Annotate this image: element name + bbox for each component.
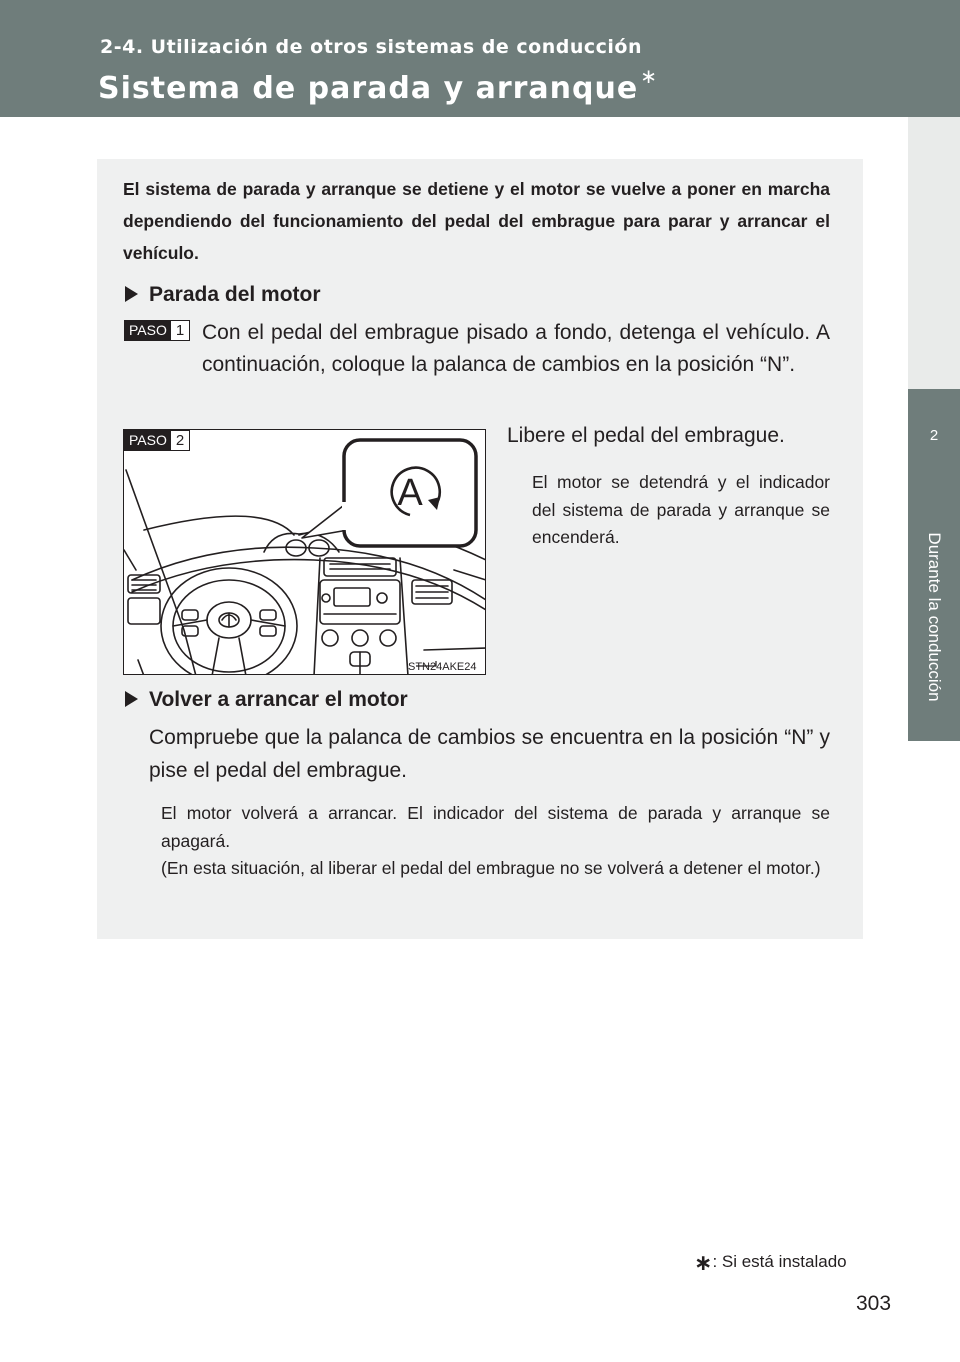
- heading-parada-motor: [125, 283, 321, 307]
- section-title: 2-4. Utilización de otros sistemas de conducción: [100, 36, 642, 58]
- triangle-bullet-icon: [125, 286, 138, 302]
- step-1-number: 1: [171, 321, 189, 340]
- step-2-label: PASO: [125, 431, 171, 450]
- step-1-label: PASO: [125, 321, 171, 340]
- footnote: [694, 1250, 847, 1276]
- restart-note: [161, 800, 830, 883]
- indicator-letter: A: [397, 472, 423, 514]
- page-number: 303: [856, 1292, 892, 1315]
- chapter-side-tab: [908, 117, 960, 1362]
- heading-parada-motor-text: Parada del motor: [149, 283, 321, 306]
- triangle-bullet-icon: [125, 691, 138, 707]
- step-1-badge: [124, 320, 190, 341]
- heading-volver-arrancar-text: Volver a arrancar el motor: [149, 688, 408, 711]
- dashboard-illustration: [124, 430, 486, 675]
- step-2-badge: [124, 430, 190, 451]
- restart-note-line-2: (En esta situación, al liberar el pedal del embrague no se volverá a detener el motor.): [161, 858, 821, 878]
- chapter-number: 2: [929, 427, 939, 444]
- footnote-text: : Si está instalado: [712, 1252, 847, 1271]
- step-2-number: 2: [171, 431, 189, 450]
- page-header: [0, 0, 960, 117]
- restart-instruction: Compruebe que la palanca de cambios se encuentra en la posición “N” y pise el pedal del embrague.: [149, 726, 830, 782]
- installed-asterisk-mark: ∗: [640, 64, 658, 88]
- restart-note-line-1: El motor volverá a arrancar. El indicador del sistema de parada y arranque se apagará.: [161, 803, 830, 851]
- footnote-asterisk-mark: ∗: [694, 1250, 713, 1275]
- figure-code: STN24AKE24: [408, 661, 477, 673]
- step-2-text: Libere el pedal del embrague.: [507, 424, 785, 447]
- step-1-text: Con el pedal del embrague pisado a fondo, detenga el vehículo. A continuación, coloque la palanca de cambios en la posición “N”.: [202, 321, 830, 376]
- chapter-label: Durante la conducción: [925, 532, 944, 702]
- side-tab-upper: [908, 117, 960, 389]
- heading-volver-arrancar: [125, 688, 408, 712]
- dashboard-figure: [123, 429, 486, 675]
- page-title: [98, 64, 658, 106]
- step-2-note: El motor se detendrá y el indicador del sistema de parada y arranque se encenderá.: [532, 472, 830, 547]
- intro-paragraph: El sistema de parada y arranque se detiene y el motor se vuelve a poner en marcha dependiendo del funcionamiento del pedal del embrague para parar y arrancar el vehículo.: [123, 179, 830, 263]
- page-title-text: Sistema de parada y arranque: [98, 71, 639, 106]
